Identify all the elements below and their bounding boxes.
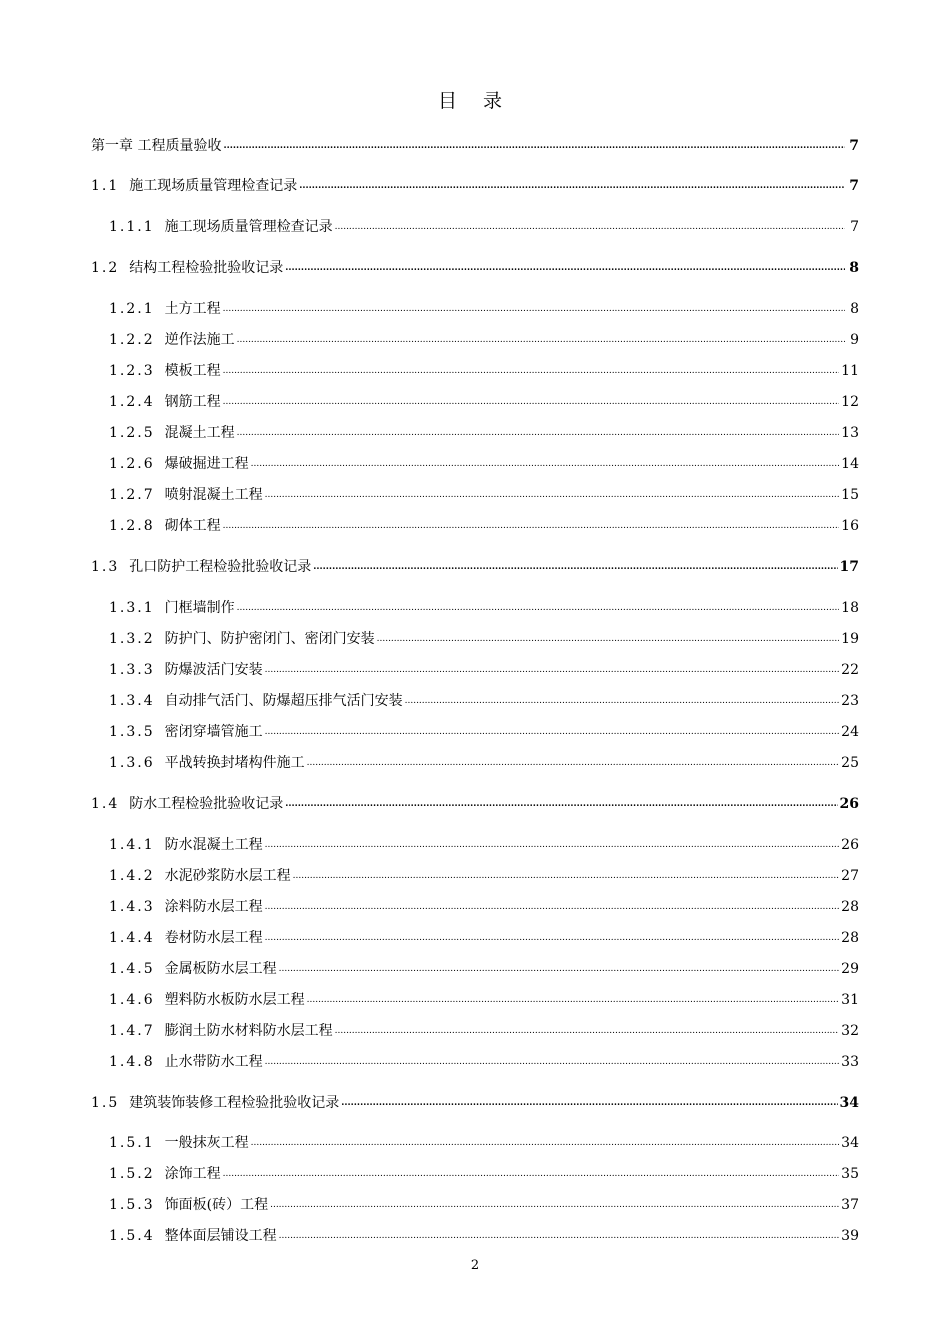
toc-entry-label: 平战转换封堵构件施工 — [164, 755, 305, 771]
toc-entry[interactable] — [91, 928, 859, 948]
toc-entry-number: 1.3.1 — [109, 600, 155, 616]
toc-entry-number: 1.4.2 — [109, 868, 155, 884]
toc-entry-number: 1.2.5 — [109, 425, 155, 441]
toc-leader-dots — [293, 864, 840, 886]
toc-entry-label: 施工现场质量管理检查记录 — [129, 178, 298, 194]
toc-entry[interactable] — [91, 1133, 859, 1153]
toc-entry-label: 卷材防水层工程 — [164, 930, 263, 946]
toc-entry-label: 混凝土工程 — [164, 425, 235, 441]
toc-entry-page: 15 — [841, 487, 859, 503]
toc-title: 目 录 — [437, 90, 513, 112]
toc-entry-number: 1.5.4 — [109, 1228, 155, 1244]
toc-entry-label: 爆破掘进工程 — [164, 456, 249, 472]
toc-leader-dots — [341, 1091, 837, 1113]
toc-entry-number: 1.4.6 — [109, 992, 155, 1008]
toc-entry[interactable] — [91, 557, 859, 577]
toc-entry-number: 1.2 — [91, 260, 120, 276]
toc-entry[interactable] — [91, 1195, 859, 1215]
toc-leader-dots — [335, 215, 845, 237]
toc-entry-number: 1.2.4 — [109, 394, 155, 410]
toc-entry[interactable] — [91, 392, 859, 412]
toc-entry-number: 1.3.6 — [109, 755, 155, 771]
toc-entry-number: 1.4 — [91, 796, 120, 812]
toc-leader-dots — [265, 658, 840, 680]
toc-entry-label: 饰面板(砖）工程 — [164, 1197, 269, 1213]
toc-entry-number: 1.1.1 — [109, 219, 155, 235]
toc-leader-dots — [265, 895, 840, 917]
toc-entry-label: 第一章 工程质量验收 — [91, 138, 222, 154]
toc-entry-label: 整体面层铺设工程 — [164, 1228, 277, 1244]
toc-entry-page: 25 — [841, 755, 859, 771]
toc-entry-label: 水泥砂浆防水层工程 — [164, 868, 291, 884]
toc-entry-page: 9 — [850, 332, 859, 348]
toc-leader-dots — [237, 328, 845, 350]
toc-entry-label: 膨润土防水材料防水层工程 — [164, 1023, 333, 1039]
toc-entry[interactable] — [91, 217, 859, 237]
toc-entry-page: 7 — [850, 219, 859, 235]
toc-entry[interactable] — [91, 454, 859, 474]
toc-entry-number: 1.5.2 — [109, 1166, 155, 1182]
toc-entry-number: 1.4.5 — [109, 961, 155, 977]
toc-entry-label: 塑料防水板防水层工程 — [164, 992, 305, 1008]
toc-entry-page: 8 — [849, 260, 859, 276]
toc-entry-label: 密闭穿墙管施工 — [164, 724, 263, 740]
toc-entry-page: 16 — [841, 518, 859, 534]
toc-entry-number: 1.3.2 — [109, 631, 155, 647]
toc-leader-dots — [285, 256, 845, 278]
toc-leader-dots — [237, 421, 840, 443]
toc-entry-label: 一般抹灰工程 — [164, 1135, 249, 1151]
toc-entry-page: 13 — [841, 425, 859, 441]
toc-leader-dots — [223, 297, 845, 319]
toc-entry-number: 1.2.3 — [109, 363, 155, 379]
toc-entry-label: 防爆波活门安装 — [164, 662, 263, 678]
toc-entry[interactable] — [91, 897, 859, 917]
toc-leader-dots — [265, 1050, 840, 1072]
toc-entry-page: 7 — [849, 178, 859, 194]
toc-entry-page: 31 — [841, 992, 859, 1008]
toc-entry-label: 涂饰工程 — [164, 1166, 221, 1182]
toc-leader-dots — [251, 452, 840, 474]
toc-entry-page: 28 — [841, 930, 859, 946]
toc-entry[interactable] — [91, 691, 859, 711]
toc-entry-label: 钢筋工程 — [164, 394, 221, 410]
toc-entry-number: 1.2.8 — [109, 518, 155, 534]
toc-entry-number: 1.4.3 — [109, 899, 155, 915]
toc-entry-page: 34 — [841, 1135, 859, 1151]
toc-entry-page: 37 — [841, 1197, 859, 1213]
toc-entry[interactable] — [91, 423, 859, 443]
toc-entry-label: 逆作法施工 — [164, 332, 235, 348]
toc-entry-label: 止水带防水工程 — [164, 1054, 263, 1070]
toc-leader-dots — [223, 134, 845, 156]
toc-entry[interactable] — [91, 516, 859, 536]
toc-entry-label: 喷射混凝土工程 — [164, 487, 263, 503]
toc-leader-dots — [335, 1019, 840, 1041]
toc-entry-page: 12 — [841, 394, 859, 410]
toc-entry-page: 11 — [841, 363, 859, 379]
toc-entry-page: 18 — [841, 600, 859, 616]
toc-entry-page: 22 — [841, 662, 859, 678]
toc-entry-number: 1.4.4 — [109, 930, 155, 946]
toc-entry-page: 14 — [841, 456, 859, 472]
toc-leader-dots — [270, 1193, 839, 1215]
toc-entry[interactable] — [91, 629, 859, 649]
toc-entry-page: 26 — [841, 837, 859, 853]
toc-entry[interactable] — [91, 361, 859, 381]
toc-entry-page: 24 — [841, 724, 859, 740]
toc-entry-number: 1.4.1 — [109, 837, 155, 853]
toc-leader-dots — [279, 1224, 840, 1246]
toc-entry-label: 自动排气活门、防爆超压排气活门安装 — [164, 693, 403, 709]
toc-leader-dots — [279, 957, 840, 979]
toc-leader-dots — [265, 926, 840, 948]
toc-leader-dots — [237, 596, 840, 618]
toc-leader-dots — [307, 988, 840, 1010]
toc-entry-page: 39 — [841, 1228, 859, 1244]
toc-entry-page: 29 — [841, 961, 859, 977]
toc-leader-dots — [223, 1162, 840, 1184]
toc-entry-label: 土方工程 — [164, 301, 221, 317]
toc-entry[interactable] — [91, 598, 859, 618]
toc-entry[interactable] — [91, 176, 859, 196]
toc-entry-label: 砌体工程 — [164, 518, 221, 534]
toc-leader-dots — [313, 555, 837, 577]
toc-leader-dots — [265, 483, 840, 505]
toc-entry-label: 防水工程检验批验收记录 — [129, 796, 284, 812]
toc-entry-number: 1.2.7 — [109, 487, 155, 503]
toc-entry-label: 涂料防水层工程 — [164, 899, 263, 915]
toc-entry[interactable] — [91, 485, 859, 505]
toc-entry-number: 1.2.2 — [109, 332, 155, 348]
toc-entry-page: 27 — [841, 868, 859, 884]
toc-entry-page: 7 — [849, 138, 859, 154]
toc-entry-page: 28 — [841, 899, 859, 915]
toc-entry[interactable] — [91, 660, 859, 680]
toc-entry-label: 防护门、防护密闭门、密闭门安装 — [164, 631, 375, 647]
toc-entry-page: 23 — [841, 693, 859, 709]
toc-entry-number: 1.5.3 — [109, 1197, 155, 1213]
toc-entry-page: 17 — [839, 559, 859, 575]
toc-entry-page: 8 — [850, 301, 859, 317]
toc-entry-page: 33 — [841, 1054, 859, 1070]
toc-leader-dots — [299, 174, 845, 196]
toc-entry[interactable] — [91, 1226, 859, 1246]
toc-entry-label: 门框墙制作 — [164, 600, 235, 616]
toc-entry[interactable] — [91, 990, 859, 1010]
toc-entry-page: 34 — [839, 1095, 859, 1111]
toc-leader-dots — [405, 689, 840, 711]
toc-entry[interactable] — [91, 722, 859, 742]
toc-entry-label: 防水混凝土工程 — [164, 837, 263, 853]
toc-entry-page: 32 — [841, 1023, 859, 1039]
toc-entry-label: 金属板防水层工程 — [164, 961, 277, 977]
toc-entry-number: 1.2.6 — [109, 456, 155, 472]
toc-entry[interactable] — [91, 866, 859, 886]
page-number: 2 — [470, 1258, 480, 1273]
toc-entry[interactable] — [91, 1164, 859, 1184]
toc-entry-page: 19 — [841, 631, 859, 647]
toc-entry[interactable] — [91, 753, 859, 773]
toc-entry-number: 1.2.1 — [109, 301, 155, 317]
toc-entry[interactable] — [91, 959, 859, 979]
toc-leader-dots — [265, 833, 840, 855]
toc-entry-number: 1.3 — [91, 559, 120, 575]
toc-leader-dots — [223, 359, 840, 381]
toc-entry[interactable] — [91, 330, 859, 350]
toc-entry[interactable] — [91, 136, 859, 156]
toc-entry-page: 26 — [839, 796, 859, 812]
toc-leader-dots — [265, 720, 840, 742]
toc-entry[interactable] — [91, 299, 859, 319]
toc-entry-label: 孔口防护工程检验批验收记录 — [129, 559, 312, 575]
toc-entry[interactable] — [91, 794, 859, 814]
toc-entry-label: 模板工程 — [164, 363, 221, 379]
toc-entry-number: 1.4.7 — [109, 1023, 155, 1039]
toc-entry[interactable] — [91, 835, 859, 855]
toc-entry[interactable] — [91, 1021, 859, 1041]
toc-entry-number: 1.4.8 — [109, 1054, 155, 1070]
toc-entry-number: 1.1 — [91, 178, 120, 194]
toc-entry[interactable] — [91, 258, 859, 278]
toc-entry-number: 1.3.3 — [109, 662, 155, 678]
toc-entry-number: 1.5.1 — [109, 1135, 155, 1151]
toc-entry-number: 1.3.4 — [109, 693, 155, 709]
toc-leader-dots — [377, 627, 840, 649]
toc-entry-label: 建筑装饰装修工程检验批验收记录 — [129, 1095, 340, 1111]
toc-entry-number: 1.5 — [91, 1095, 120, 1111]
toc-entry-label: 结构工程检验批验收记录 — [129, 260, 284, 276]
toc-entry-page: 35 — [841, 1166, 859, 1182]
toc-entry[interactable] — [91, 1093, 859, 1113]
toc-leader-dots — [251, 1131, 840, 1153]
toc-entry-number: 1.3.5 — [109, 724, 155, 740]
toc-leader-dots — [223, 390, 840, 412]
toc-entry[interactable] — [91, 1052, 859, 1072]
toc-leader-dots — [285, 792, 837, 814]
toc-entry-label: 施工现场质量管理检查记录 — [164, 219, 333, 235]
toc-leader-dots — [307, 751, 840, 773]
toc-leader-dots — [223, 514, 840, 536]
